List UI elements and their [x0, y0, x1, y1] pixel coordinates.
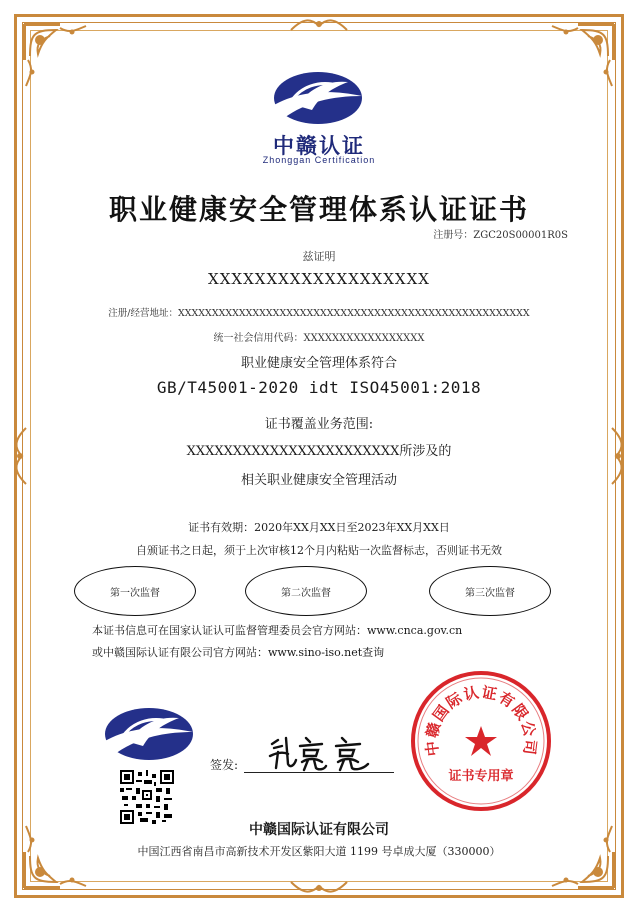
scope-line-2: 相关职业健康安全管理活动 [240, 473, 397, 488]
third-surveillance-oval [429, 566, 551, 616]
swoosh-emblem-icon [262, 66, 368, 136]
organization-name: XXXXXXXXXXXXXXXXXXX [208, 270, 430, 288]
registered-address: 注册/经营地址：XXXXXXXXXXXXXXXXXXXXXXXXXXXXXXXXXXXXXXXXXXXXXXXXXXXX [108, 308, 530, 319]
signature-label: 签发: [210, 758, 239, 772]
hereby-certify: 兹证明 [302, 250, 336, 263]
issuing-company: 中赣国际认证有限公司 [249, 822, 389, 838]
seal-center-text: 证书专用章 [448, 769, 514, 784]
swoosh-emblem-icon [92, 702, 200, 772]
corner-ornament-icon [546, 20, 618, 92]
first-surveillance-oval [74, 566, 196, 616]
second-surveillance-oval [245, 566, 367, 616]
bottom-edge-ornament-icon [289, 878, 349, 896]
first-surveillance-label: 第一次监督 [110, 587, 160, 599]
scope-label: 证书覆盖业务范围: [264, 417, 374, 432]
top-edge-ornament-icon [289, 16, 349, 34]
third-surveillance-label: 第三次监督 [465, 587, 515, 599]
brand-subtitle: Zhonggan Certification [262, 155, 376, 165]
official-seal-icon [408, 668, 554, 814]
validity-period: 证书有效期：2020年XX月XX日至2023年XX月XX日 [188, 521, 450, 534]
standard-reference: GB/T45001-2020 idt ISO45001:2018 [156, 378, 482, 397]
verification-info-1: 本证书信息可在国家认证认可监督管理委员会官方网站：www.cnca.gov.cn [92, 624, 463, 637]
handwritten-signature [264, 730, 384, 774]
seal-ring-text: 中赣国际认证有限公司 [422, 683, 540, 758]
brand-name: 中赣认证 [273, 134, 365, 158]
qr-code-icon [120, 770, 174, 824]
credit-code: 统一社会信用代码：XXXXXXXXXXXXXXXXX [213, 333, 425, 344]
conformity-statement: 职业健康安全管理体系符合 [240, 356, 397, 371]
verification-info-2: 或中赣国际认证有限公司官方网站：www.sino-iso.net查询 [92, 646, 385, 659]
registration-number: 注册号：ZGC20S00001R0S [433, 230, 568, 241]
scope-line-1: XXXXXXXXXXXXXXXXXXXXXXX所涉及的 [186, 444, 452, 459]
company-address: 中国江西省南昌市高新技术开发区紫阳大道 1199 号卓成大厦（330000） [137, 845, 501, 858]
corner-ornament-icon [20, 20, 92, 92]
second-surveillance-label: 第二次监督 [281, 587, 331, 599]
surveillance-notice: 自颁证书之日起，须于上次审核12个月内粘贴一次监督标志，否则证书无效 [136, 544, 502, 557]
certificate-title: 职业健康安全管理体系认证证书 [108, 193, 529, 226]
